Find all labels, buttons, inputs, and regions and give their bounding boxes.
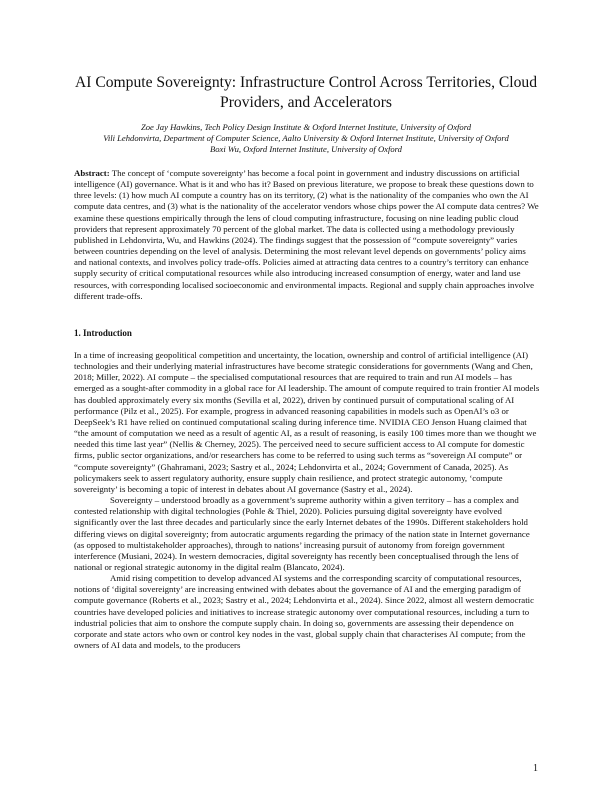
abstract-text: The concept of ‘compute sovereignty’ has become a focal point in government and industry discussions on artificial intelligence (AI) governance. What is it and who has it? Based on previous literature, we propose to break these questions down to three levels: (1) how much AI compute a country has on its territory, (2) what is the nationality of the companies who own the AI compute data centres, and (3) what is the nationality of the accelerator vendors whose chips power the AI compute data centres? We examine these questions empirically through the lens of cloud computing infrastructure, focusing on nine leading public cloud providers that represent approximately 70 percent of the global market. The data is collected using a methodology previously published in Lehdonvirta, Wu, and Hawkins (2024). The findings suggest that the possession of “compute sovereignty” varies between countries depending on the level of analysis. Determining the most relevant level depends on governments’ policy aims and national contexts, and involves policy trade-offs. Policies aimed at attracting data centres to a country’s territory can enhance supply security of critical computational resources while also introducing increased consumption of energy, water and land use resources, with corresponding localised socioeconomic and environmental impacts. Regional and supply chain approaches involve different trade-offs. [74, 168, 539, 301]
body-text [74, 350, 540, 651]
author-line: Vili Lehdonvirta, Department of Computer Science, Aalto University & Oxford Internet Institute, University of Oxford [103, 133, 509, 144]
section-heading: 1. Introduction [74, 328, 132, 338]
abstract [74, 168, 540, 302]
author-line: Zoe Jay Hawkins, Tech Policy Design Institute & Oxford Internet Institute, University of Oxford [140, 122, 472, 132]
author-line: Boxi Wu, Oxford Internet Institute, University of Oxford [210, 144, 402, 155]
author-list [72, 122, 540, 156]
paragraph: Amid rising competition to develop advanced AI systems and the corresponding scarcity of computational resources, notions of ‘digital sovereignty’ are increasing entwined with debates about the governance of AI and the emerging paradigm of compute governance (Roberts et al., 2023; Sastry et al., 2024; Lehdonvirta et al., 2024). Since 2022, almost all western democratic countries have developed policies and initiatives to increase strategic autonomy over computational resources, including a turn to industrial policies that aim to onshore the compute supply chain. In doing so, governments are assessing their dependence on corporate and state actors who own or control key nodes in the vast, global supply chain that characterises AI compute; from the owners of AI data and models, to the producers [74, 573, 534, 651]
paper-title: AI Compute Sovereignty: Infrastructure Control Across Territories, Cloud Providers, and Accelerators [74, 74, 538, 111]
paragraph: Sovereignty – understood broadly as a government’s supreme authority within a given territory – has a complex and contested relationship with digital technologies (Pohle & Thiel, 2020). Policies pursuing digital sovereignty have evolved significantly over the last three decades and particularly since the early Internet debates of the 1990s. Different stakeholders hold differing views on digital sovereignty; from autocratic arguments regarding the primacy of the nation state in Internet governance (as opposed to multistakeholder approaches), through to nations’ increasing pursuit of autonomy from foreign government interference (Musiani, 2024). In western democracies, digital sovereignty has recently been conceptualised through the lens of national or regional strategic autonomy in the digital realm (Blancato, 2024). [74, 495, 530, 572]
page-number: 1 [533, 763, 538, 774]
paragraph: In a time of increasing geopolitical competition and uncertainty, the location, ownership and control of artificial intelligence (AI) technologies and their underlying material infrastructures have become strategic considerations for governments (Wang and Chen, 2018; Miller, 2022). AI compute – the specialised computational resources that are required to train and run AI models – has emerged as a sought-after commodity in a global race for AI leadership. The amount of compute required to train frontier AI models has doubled approximately every six months (Sevilla et al, 2022), driven by continued pursuit of computational scaling of AI performance (Pilz et al., 2025). For example, progress in advanced reasoning capabilities in models such as OpenAI’s o3 or DeepSeek’s R1 have relied on continued computational scaling during inference time. NVIDIA CEO Jenson Huang claimed that “the amount of computation we need as a result of agentic AI, as a result of reasoning, is easily 100 times more than we thought we needed this time last year” (Nellis & Cherney, 2025). The perceived need to secure sufficient access to AI compute for domestic firms, public sector organizations, and/or researchers has come to be referred to using such terms as “sovereign AI compute” or “compute sovereignty” (Ghahramani, 2023; Sastry et al., 2024; Lehdonvirta et al., 2024; Government of Canada, 2025). As policymakers seek to assert regulatory authority, ensure supply chain resilience, and protect strategic autonomy, ‘compute sovereignty’ is becoming a topic of interest in debates about AI governance (Sastry et al., 2024). [74, 350, 540, 494]
abstract-label: Abstract: [74, 168, 110, 178]
